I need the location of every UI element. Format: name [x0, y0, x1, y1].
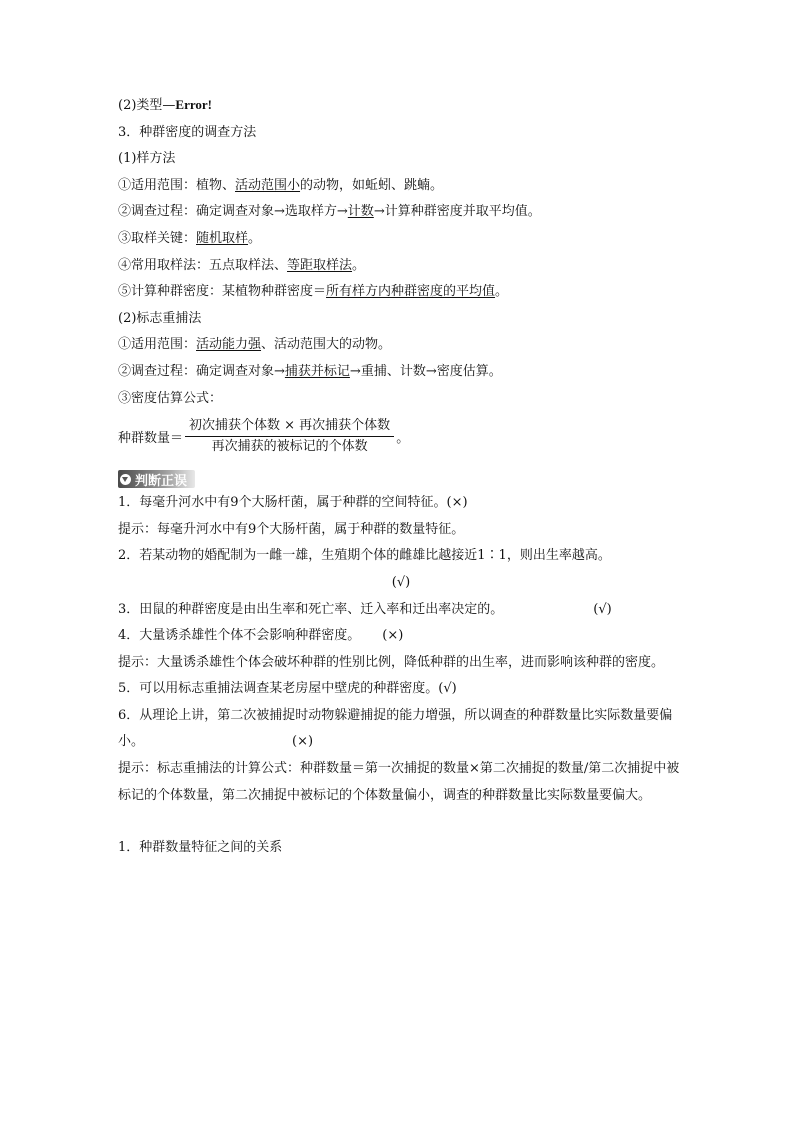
mark-process: [118, 359, 684, 386]
type-heading-prefix: (2)类型—: [118, 98, 176, 113]
formula-end: 。: [396, 430, 410, 446]
error-field: Error!: [175, 97, 212, 112]
quadrat-methods-answer: 等距取样法: [287, 257, 353, 273]
judgment-6-text: 6．从理论上讲，第二次被捕捉时动物躲避捕捉的能力增强，所以调查的种群数量比实际数量要偏小。: [118, 707, 673, 750]
document-body: [118, 92, 684, 862]
mark-process-answer: 捕获并标记: [284, 363, 350, 379]
judgment-2: 2．若某动物的婚配制为一雌一雄，生殖期个体的雌雄比越接近1∶1，则出生率越高。: [118, 548, 611, 564]
quadrat-density: [118, 279, 684, 306]
quadrat-key-text: ③取样关键：: [118, 230, 197, 246]
judgment-6-mark: (×): [292, 734, 314, 750]
quadrat-key-text-end: 。: [248, 230, 262, 246]
judgment-3-text: 3．田鼠的种群密度是由出生率和死亡率、迁入率和迁出率决定的。: [118, 601, 504, 617]
judgment-1: 1．每毫升河水中有9个大肠杆菌，属于种群的空间特征。(×): [118, 495, 468, 511]
judgment-2-mark: (√): [391, 574, 411, 590]
judgment-4-tip: 提示：大量诱杀雄性个体会破坏种群的性别比例，降低种群的出生率，进而影响该种群的密度。: [118, 654, 665, 670]
judgment-4: [118, 623, 684, 650]
judgment-section-header: [118, 468, 684, 490]
judgment-6-tip: 提示：标志重捕法的计算公式：种群数量＝第一次捕捉的数量×第二次捕捉的数量/第二次捕捉中被标记的个体数量，第二次捕捉中被标记的个体数量偏小，调查的种群数量比实际数量要偏大。: [118, 761, 680, 803]
quadrat-key: [118, 226, 684, 253]
judgment-3-mark: (√): [593, 601, 612, 617]
quadrat-process: [118, 199, 684, 226]
mark-scope-text-end: 、活动范围大的动物。: [261, 337, 392, 353]
judgment-4-mark: (×): [382, 628, 404, 644]
formula-lhs: 种群数量＝: [118, 430, 184, 446]
quadrat-scope-text-end: 的动物，如蚯蚓、跳蝻。: [300, 177, 444, 193]
type-heading: [118, 92, 684, 120]
quadrat-process-text: ②调查过程：确定调查对象→选取样方→: [118, 204, 348, 220]
judgment-badge: [118, 470, 195, 488]
mark-process-text-end: →重捕、计数→密度估算。: [349, 363, 502, 379]
quadrat-density-answer: 所有样方内种群密度的平均值: [326, 284, 496, 300]
judgment-4-text: 4．大量诱杀雄性个体不会影响种群密度。: [118, 628, 361, 644]
judgment-3: [118, 597, 684, 624]
population-relations-heading: 1．种群数量特征之间的关系: [118, 840, 283, 856]
quadrat-methods-text-end: 。: [352, 257, 366, 273]
quadrat-key-answer: 随机取样: [196, 230, 249, 246]
down-arrow-circle-icon: [120, 474, 131, 485]
quadrat-methods: [118, 253, 684, 280]
judgment-5: 5．可以用标志重捕法调查某老房屋中壁虎的种群密度。(√): [118, 681, 457, 697]
mark-scope-text: ①适用范围：: [118, 337, 197, 353]
judgment-1-tip: 提示：每毫升河水中有9个大肠杆菌，属于种群的数量特征。: [118, 521, 465, 537]
mark-scope-answer: 活动能力强: [196, 337, 262, 353]
formula-denominator: 再次捕获的被标记的个体数: [211, 438, 368, 454]
mark-process-text: ②调查过程：确定调查对象→: [118, 363, 285, 379]
population-formula: [118, 414, 684, 458]
quadrat-density-text: ⑤计算种群密度：某植物种群密度＝: [118, 284, 327, 300]
quadrat-density-text-end: 。: [495, 284, 509, 300]
section-heading-3: 3．种群密度的调查方法: [118, 124, 257, 140]
quadrat-scope: [118, 173, 684, 200]
quadrat-process-text-end: →计算种群密度并取平均值。: [373, 204, 541, 220]
mark-formula-heading: ③密度估算公式：: [118, 390, 223, 406]
subsection-quadrat-method: (1)样方法: [118, 151, 176, 167]
subsection-mark-recapture: (2)标志重捕法: [118, 310, 202, 326]
quadrat-scope-answer: 活动范围小: [235, 177, 301, 193]
mark-scope: [118, 332, 684, 359]
judgment-6: [118, 703, 684, 756]
quadrat-methods-text: ④常用取样法：五点取样法、: [118, 257, 288, 273]
formula-numerator: 初次捕获个体数 × 再次捕获个体数: [185, 417, 394, 437]
section-gap: [118, 809, 684, 835]
quadrat-process-answer: 计数: [347, 204, 374, 220]
formula-fraction: [185, 417, 394, 456]
judgment-badge-label: 判断正误: [135, 473, 188, 489]
quadrat-scope-text: ①适用范围：植物、: [118, 177, 236, 193]
